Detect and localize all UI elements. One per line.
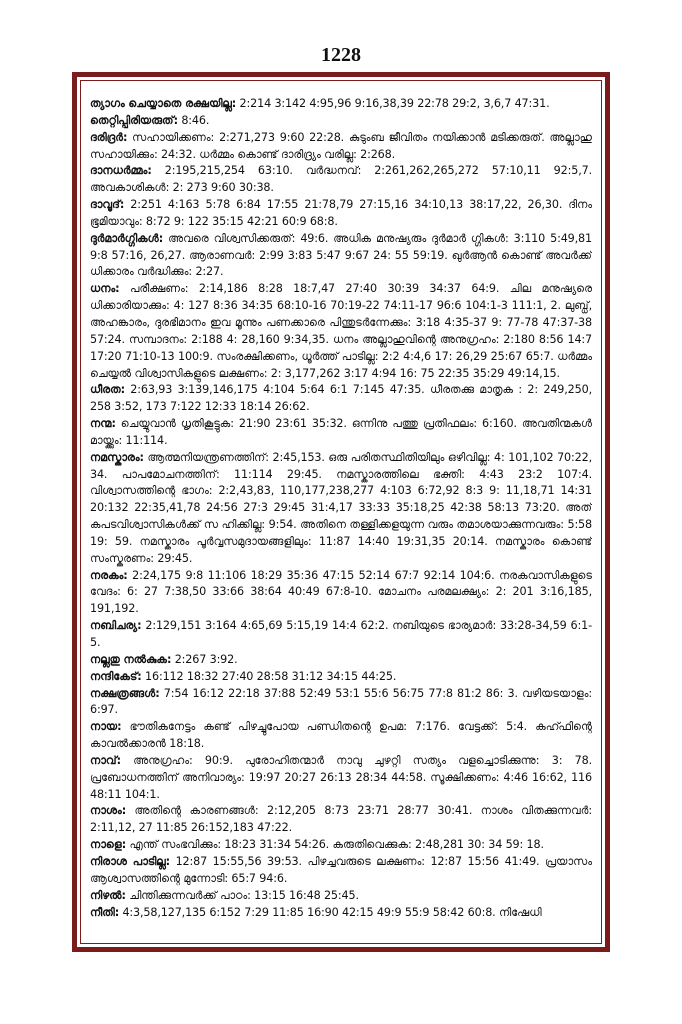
entry-references: 12:87 15:55,56 39:53. പിഴച്ചവരുടെ ലക്ഷണം: 12:87 15:56 41:49. പ്രയാസം ആശ്വാസത്തിന്റെ മുന്നോടി: 65:7 94:6.: [90, 854, 592, 885]
index-entry: [90, 416, 592, 450]
entry-headword: നല്ലതു നല്‍കുക:: [90, 652, 172, 666]
index-entry: [90, 130, 592, 164]
index-entry: [90, 568, 592, 619]
index-entry: [90, 197, 592, 231]
index-entry: [90, 618, 592, 652]
entry-references: എന്ത് സംഭവിക്കും: 18:23 31:34 54:26. കരുതിവെക്കുക: 2:48,281 30: 34 59: 18.: [126, 838, 544, 852]
entry-references: 2:267 3:92.: [171, 652, 238, 666]
index-entry: [90, 686, 592, 720]
index-entry: [90, 803, 592, 837]
entry-headword: ദാനധര്‍മ്മം:: [90, 164, 152, 178]
entry-references: 4:3,58,127,135 6:152 7:29 11:85 16:90 42:15 49:9 55:9 58:42 60:8. നിഷേധി: [119, 905, 542, 919]
index-entry: [90, 96, 592, 113]
index-entry: [90, 753, 592, 804]
index-content: [90, 96, 592, 936]
entry-headword: നക്ഷത്രങ്ങള്‍:: [90, 686, 160, 700]
entry-references: 2:129,151 3:164 4:65,69 5:15,19 14:4 62:2. നബിയുടെ ഭാര്യമാര്‍: 33:28-34,59 6:1-5.: [90, 619, 592, 649]
entry-references: ഭൗതികനേട്ടം കണ്ട് പിഴച്ചുപോയ പണ്ഡിതന്റെ ഉപമ: 7:176. വേട്ടക്ക്: 5:4. കഹ്ഫിന്റെ കാവല്‍ക്കാരന്‍ 18:18.: [90, 720, 592, 751]
entry-headword: ത്യാഗം ചെയ്യാതെ രക്ഷയില്ല:: [90, 97, 237, 110]
entry-references: അവരെ വിശ്വസിക്കരുത്: 49:6. അധിക മനുഷ്യരും ദുര്‍മാര്‍ ഗ്ഗികള്‍: 3:110 5:49,81 9:8 57:16, 26,27. ആരാണവര്‍: 2:99 3:83 5:47 9:67 24: 55 59:19. ഖുര്‍ആന്‍ കൊണ്ട് അവര്‍ക്ക് ധിക്കാരം വര്‍ദ്ധിക്കും: 2:27.: [90, 231, 592, 279]
entry-references: 7:54 16:12 22:18 37:88 52:49 53:1 55:6 56:75 77:8 81:2 86: 3. വഴിയടയാളം: 6:97.: [90, 686, 592, 717]
entry-headword: നന്ദികേട്:: [90, 669, 142, 683]
entry-headword: തെറ്റിപ്പിരിയരുത്:: [90, 113, 178, 127]
entry-headword: നമസ്കാരം:: [90, 450, 144, 464]
entry-headword: നരകം:: [90, 568, 128, 582]
index-entry: [90, 382, 592, 416]
page-number: 1228: [321, 44, 361, 66]
entry-references: അനുഗ്രഹം: 90:9. പുരോഹിതന്മാര്‍ നാവു ചുഴറ്റി സത്യം വളച്ചൊടിക്കുന്നു: 3: 78. പ്രബോധനത്തിന് അനിവാര്യം: 19:97 20:27 26:13 28:34 44:58. സൂക്ഷിക്കണം: 4:46 16:62, 116 48:11 104:1.: [90, 753, 592, 801]
entry-references: ചെയ്യുവാന്‍ ധൃതികൂട്ടുക: 21:90 23:61 35:32. ഒന്നിനു പത്തു പ്രതിഫലം: 6:160. അവതിന്മകള്‍ മായ്ക്കും: 11:114.: [90, 417, 592, 447]
index-entry: [90, 281, 592, 382]
index-entry: [90, 163, 592, 197]
index-entry: [90, 719, 592, 753]
index-entry: [90, 905, 592, 922]
index-entry: [90, 854, 592, 888]
entry-references: അതിന്റെ കാരണങ്ങള്‍: 2:12,205 8:73 23:71 28:77 30:41. നാശം വിതക്കുന്നവര്‍: 2:11,12, 27 11:85 26:152,183 47:22.: [90, 804, 592, 835]
entry-references: 8:46.: [177, 113, 210, 127]
entry-references: 2:251 4:163 5:78 6:84 17:55 21:78,79 27:15,16 34:10,13 38:17,22, 26,30. ദിനം ഭൂമിയാവും: 8:72 9: 122 35:15 42:21 60:9 68:8.: [90, 198, 592, 228]
entry-references: 16:112 18:32 27:40 28:58 31:12 34:15 44:25.: [141, 669, 397, 683]
entry-headword: നീതി:: [90, 905, 120, 919]
index-entry: [90, 888, 592, 905]
index-entry: [90, 669, 592, 686]
entry-references: പരീക്ഷണം: 2:14,186 8:28 18:7,47 27:40 30:39 34:37 64:9. ചില മനുഷ്യരെ ധിക്കാരിയാക്കും: 4: 127 8:36 34:35 68:10-16 70:19-22 74:11-17 96:6 104:1-3 111:1, 2. ലുബ്ധ്, അഹങ്കാരം, ദുരഭിമാനം ഇവ മൂന്നും പണക്കാരെ പിന്തുടര്‍ന്നേക്കും: 3:18 4:35-37 9: 77-78 47:37-38 57:24. സമ്പാദനം: 2:188 4: 28,160 9:34,35. ധനം അല്ലാഹുവിന്റെ അനുഗ്രഹം: 2:180 8:56 14:7 17:20 71:10-13 100:9. സംരക്ഷിക്കണം, ധൂര്‍ത്ത് പാടില്ല: 2:2 4:4,6 17: 26,29 25:67 65:7. ധര്‍മ്മം ചെയ്യല്‍ വിശ്വാസികളുടെ ലക്ഷണം: 2: 3,177,262 3:17 4:94 16: 75 22:35 35:29 49:14,15.: [90, 282, 592, 380]
index-entry: [90, 652, 592, 669]
entry-headword: ധീരത:: [90, 383, 125, 397]
entry-headword: നിരാശ പാടില്ല:: [90, 854, 171, 868]
entry-references: 2:63,93 3:139,146,175 4:104 5:64 6:1 7:145 47:35. ധീരതക്കു മാതൃക : 2: 249,250, 258 3:52, 173 7:122 12:33 18:14 26:62.: [90, 383, 592, 414]
index-entry: [90, 231, 592, 282]
entry-references: 2:214 3:142 4:95,96 9:16,38,39 22:78 29:2, 3,6,7 47:31.: [236, 97, 550, 110]
entry-references: ചിന്തിക്കുന്നവര്‍ക്ക് പാഠം: 13:15 16:48 25:45.: [125, 888, 359, 902]
entry-headword: നാശം:: [90, 804, 127, 818]
entry-references: ആത്മനിയന്ത്രണത്തിന്: 2:45,153. ഒരു പരിതസ്ഥിതിയിലും ഒഴിവില്ല: 4: 101,102 70:22, 34. പാപമോചനത്തിന്: 11:114 29:45. നമസ്കാരത്തിലെ ഭക്തി: 4:43 23:2 107:4. വിശ്വാസത്തിന്റെ ഭാഗം: 2:2,43,83, 110,177,238,277 4:103 6:72,92 8:3 9: 11,18,71 14:31 20:132 22:35,41,78 24:56 27:3 29:45 31:4,17 33:33 35:18,25 42:38 58:13 73:20. അത് കപടവിശ്വാസികള്‍ക്ക് സ ഹിക്കില്ല: 9:54. അതിനെ തള്ളിക്കളയുന്ന വരും തമാശയാക്കുന്നവരും: 5:58 19: 59. നമസ്കാരം പൂര്‍വ്വസമുദായങ്ങളിലും: 11:87 14:40 19:31,35 20:14. നമസ്കാരം കൊണ്ട് സംസ്കരണം: 29:45.: [90, 450, 592, 565]
entry-headword: ദാവൂദ്:: [90, 198, 125, 212]
entry-references: സഹായിക്കണം: 2:271,273 9:60 22:28. കുടുംബ ജീവിതം നയിക്കാന്‍ മടിക്കരുത്. അല്ലാഹു സഹായിക്കും: 24:32. ധര്‍മ്മം കൊണ്ട് ദാരിദ്ര്യം വരില്ല: 2:268.: [90, 130, 592, 161]
entry-headword: നായ:: [90, 720, 122, 734]
entry-headword: ദരിദ്രര്‍:: [90, 130, 128, 144]
index-entry: [90, 450, 592, 568]
index-entry: [90, 113, 592, 130]
entry-headword: നന്മ:: [90, 417, 116, 431]
entry-headword: നിഴല്‍:: [90, 888, 126, 902]
entry-headword: നാളെ:: [90, 838, 127, 852]
index-entry: [90, 837, 592, 854]
entry-headword: ദുര്‍മാര്‍ഗ്ഗികള്‍:: [90, 231, 164, 245]
entry-headword: നാവ്:: [90, 753, 121, 767]
entry-headword: ധനം:: [90, 282, 120, 296]
entry-references: 2:24,175 9:8 11:106 18:29 35:36 47:15 52:14 67:7 92:14 104:6. നരകവാസികളുടെ വേദം: 6: 27 7:38,50 33:66 38:64 40:49 67:8-10. മോചനം പരമലക്ഷ്യം: 2: 201 3:16,185, 191,192.: [90, 568, 592, 616]
entry-headword: നബിചര്യ:: [90, 619, 142, 633]
entry-references: 2:195,215,254 63:10. വര്‍ദ്ധനവ്: 2:261,262,265,272 57:10,11 92:5,7. അവകാശികള്‍: 2: 273 9:60 30:38.: [90, 164, 592, 195]
